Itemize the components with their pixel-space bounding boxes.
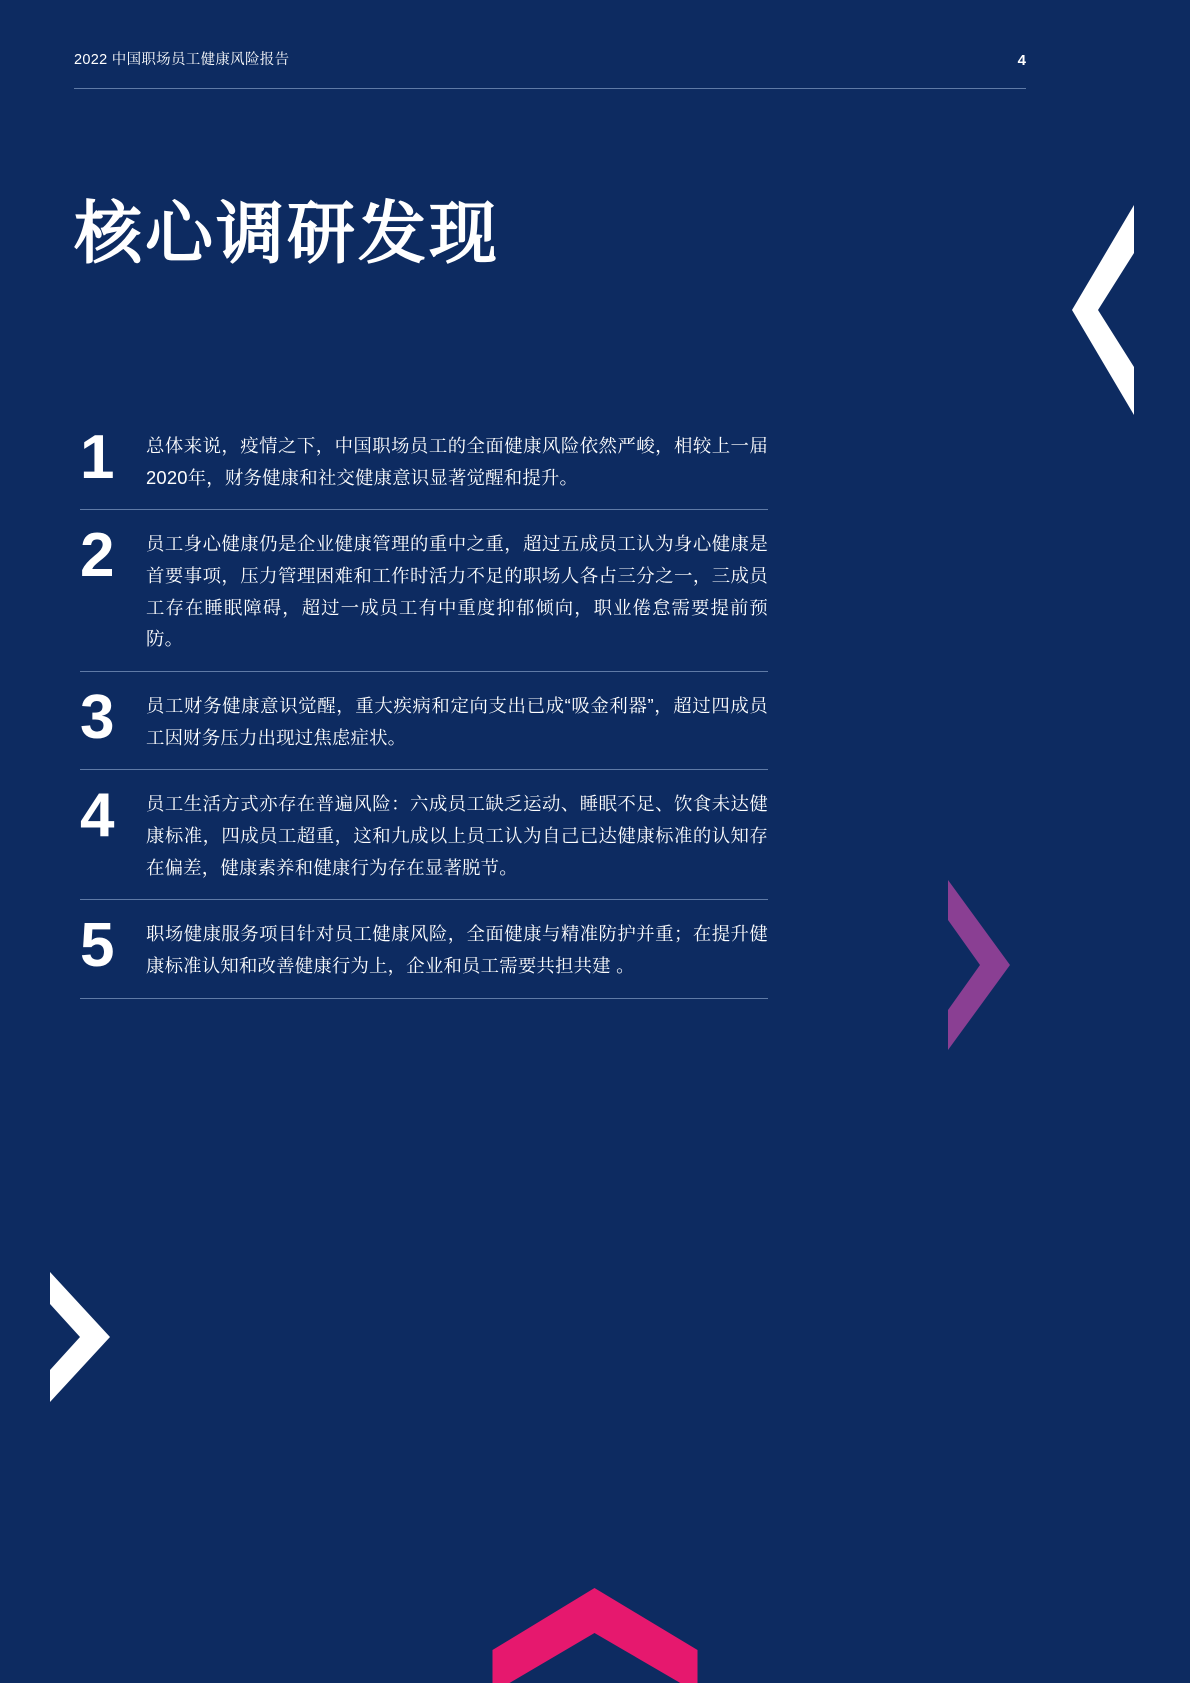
finding-text: 员工财务健康意识觉醒，重大疾病和定向支出已成“吸金利器”，超过四成员工因财务压力出现过焦虑症状。 bbox=[146, 694, 768, 748]
chevron-right-purple-icon bbox=[948, 880, 1010, 1050]
finding-text: 职场健康服务项目针对员工健康风险，全面健康与精准防护并重；在提升健康标准认知和改善健康行为上，企业和员工需要共担共建 。 bbox=[146, 923, 768, 976]
finding-text: 员工生活方式亦存在普遍风险：六成员工缺乏运动、睡眠不足、饮食未达健康标准，四成员工超重，这和九成以上员工认为自己已达健康标准的认知存在偏差，健康素养和健康行为存在显著脱节。 bbox=[146, 793, 768, 878]
finding-text: 总体来说，疫情之下，中国职场员工的全面健康风险依然严峻，相较上一届2020年，财务健康和社交健康意识显著觉醒和提升。 bbox=[146, 435, 768, 488]
finding-text: 员工身心健康仍是企业健康管理的重中之重，超过五成员工认为身心健康是首要事项，压力管理困难和工作时活力不足的职场人各占三分之一，三成员工存在睡眠障碍，超过一成员工有中重度抑郁倾向，职业倦怠需要提前预防。 bbox=[146, 533, 768, 650]
list-item bbox=[80, 420, 768, 510]
page-header bbox=[74, 52, 1026, 69]
page-number: 4 bbox=[1017, 52, 1026, 70]
chevron-right-white-icon bbox=[50, 1272, 110, 1402]
page-title: 核心调研发现 bbox=[74, 196, 501, 272]
chevron-up-pink-icon bbox=[493, 1588, 698, 1683]
list-item bbox=[80, 770, 768, 900]
list-item bbox=[80, 900, 768, 998]
finding-number: 4 bbox=[80, 781, 115, 851]
header-divider bbox=[74, 88, 1026, 89]
list-item bbox=[80, 510, 768, 672]
chevron-left-icon bbox=[1072, 205, 1134, 415]
finding-number: 3 bbox=[80, 682, 115, 752]
list-item bbox=[80, 672, 768, 770]
finding-number: 5 bbox=[80, 911, 115, 981]
findings-list bbox=[80, 420, 768, 999]
report-title: 2022 中国职场员工健康风险报告 bbox=[74, 52, 290, 68]
finding-number: 2 bbox=[80, 521, 115, 591]
finding-number: 1 bbox=[80, 423, 115, 492]
